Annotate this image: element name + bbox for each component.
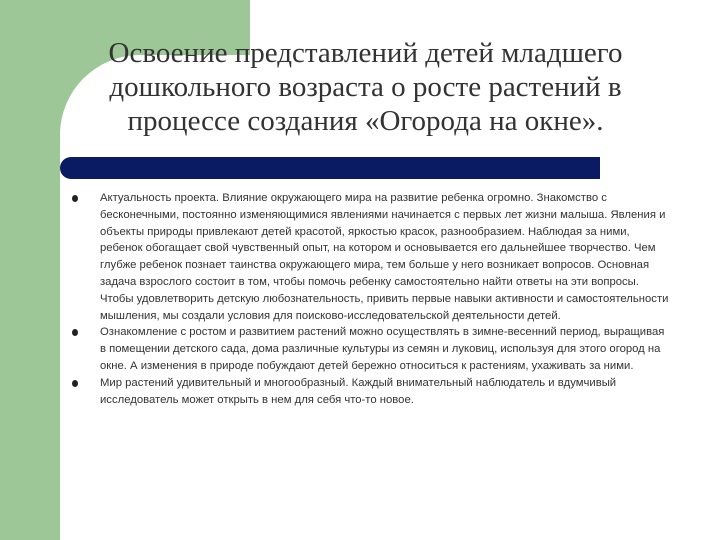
slide-title-line: Освоение представлений детей младшего [108, 37, 623, 69]
list-item [72, 324, 672, 374]
slide-title [78, 36, 653, 138]
title-divider-bar [60, 157, 600, 179]
list-item [72, 190, 672, 324]
slide-title-line: дошкольного возраста о росте растений в [109, 71, 622, 103]
list-item-text: Мир растений удивительный и многообразный. Каждый внимательный наблюдатель и вдумчивый исследователь может открыть в нем для себя что-то новое. [100, 376, 617, 406]
list-item-text: Актуальность проекта. Влияние окружающего мира на развитие ребенка огромно. Знакомство с бесконечными, постоянно изменяющимися явлениями начинается с первых лет жизни малыша. Явления и объекты природы привлекают детей красотой, яркостью красок, разнообразием. Наблюдая за ними, ребенок обогащает свой чувственный опыт, на котором и основывается его дальнейшее творчество. Чем глубже ребенок познает таинства окружающего мира, тем больше у него возникает вопросов. Основная задача взрослого состоит в том, чтобы помочь ребенку самостоятельно найти ответы на эти вопросы. Чтобы удовлетворить детскую любознательность, привить первые навыки активности и самостоятельности мышления, мы создали условия для поисково-исследовательской деятельности детей. [100, 192, 669, 322]
list-item-text: Ознакомление с ростом и развитием растений можно осуществлять в зимне-весенний период, выращивая в помещении детского сада, дома различные культуры из семян и луковиц, используя для этого огород на окне. А изменения в природе побуждают детей бережно относиться к растениям, ухаживать за ними. [100, 326, 665, 372]
bullet-dot-icon [72, 195, 78, 202]
list-item [72, 375, 672, 409]
bullet-list [72, 190, 672, 408]
bullet-dot-icon [72, 329, 78, 336]
slide-title-line: процессе создания «Огорода на окне». [127, 105, 604, 137]
bullet-dot-icon [72, 380, 78, 387]
decorative-green-sidebar [0, 0, 60, 540]
